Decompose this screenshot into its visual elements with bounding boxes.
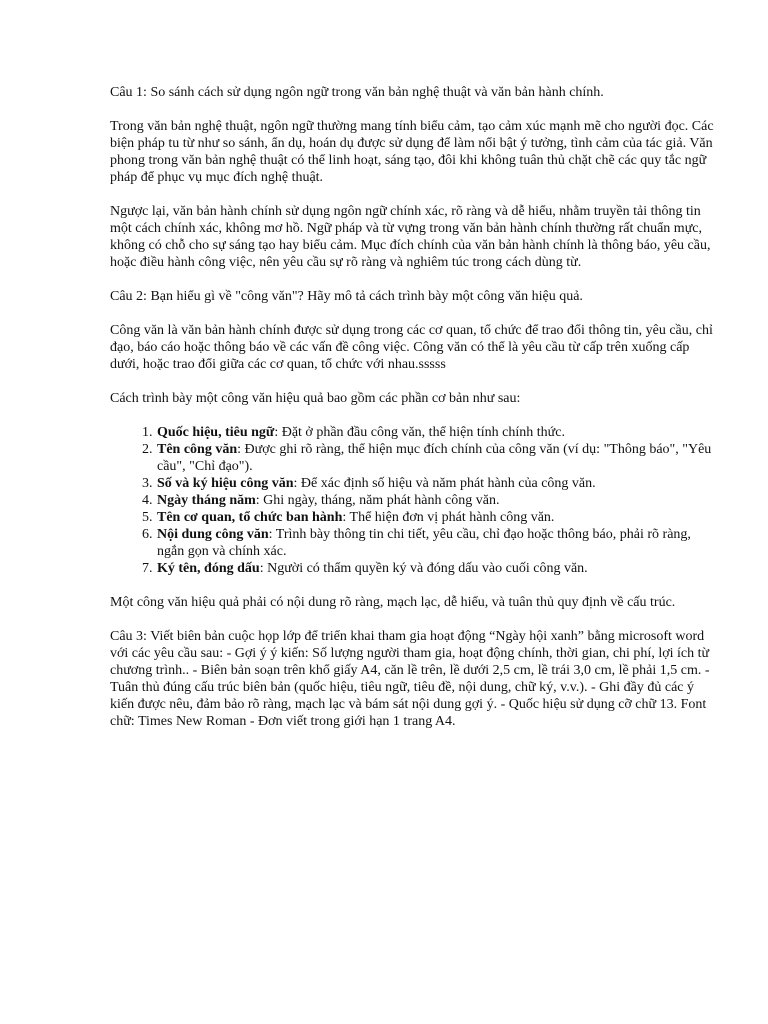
list-item-term: Ký tên, đóng dấu [157, 561, 260, 576]
list-item [156, 441, 715, 475]
question-1-paragraph-art: Trong văn bản nghệ thuật, ngôn ngữ thường mang tính biểu cảm, tạo cảm xúc mạnh mẽ cho người đọc. Các biện pháp tu từ như so sánh, ẩn dụ, hoán dụ được sử dụng để làm nổi bật ý tưởng, tình cảm của tác giả. Văn phong trong văn bản nghệ thuật có thể linh hoạt, sáng tạo, đôi khi không tuân thủ chặt chẽ các quy tắc ngữ pháp để phục vụ mục đích nghệ thuật. [110, 119, 714, 185]
question-3-paragraph: Câu 3: Viết biên bản cuộc họp lớp để triển khai tham gia hoạt động “Ngày hội xanh” bằng microsoft word với các yêu cầu sau: - Gợi ý ý kiến: Số lượng người tham gia, hoạt động chính, thời gian, chi phí, lợi ích từ chương trình.. - Biên bản soạn trên khổ giấy A4, căn lề trên, lề dưới 2,5 cm, lề trái 3,0 cm, lề phải 1,5 cm. - Tuân thủ đúng cấu trúc biên bản (quốc hiệu, tiêu ngữ, tiêu đề, nội dung, chữ ký, v.v.). - Ghi đầy đủ các ý kiến được nêu, đảm bảo rõ ràng, mạch lạc và bám sát nội dung gợi ý. - Quốc hiệu sử dụng cỡ chữ 13. Font chữ: Times New Roman - Đơn viết trong giới hạn 1 trang A4. [110, 629, 710, 729]
list-item [156, 424, 715, 441]
question-2-definition: Công văn là văn bản hành chính được sử dụng trong các cơ quan, tổ chức để trao đổi thông tin, yêu cầu, chỉ đạo, báo cáo hoặc thông báo về các vấn đề công việc. Công văn có thể là yêu cầu từ cấp trên xuống cấp dưới, hoặc trao đổi giữa các cơ quan, tổ chức với nhau.sssss [110, 323, 713, 372]
cong-van-parts-list [110, 424, 715, 577]
list-item [156, 526, 715, 560]
list-item-term: Ngày tháng năm [157, 493, 256, 508]
list-item [156, 475, 715, 492]
list-item-term: Nội dung công văn [157, 527, 269, 542]
list-item-description: : Được ghi rõ ràng, thể hiện mục đích chính của công văn (ví dụ: "Thông báo", "Yêu cầu", "Chỉ đạo"). [157, 442, 712, 474]
list-item-description: : Để xác định số hiệu và năm phát hành của công văn. [293, 476, 596, 491]
list-item [156, 560, 715, 577]
list-item-term: Quốc hiệu, tiêu ngữ [157, 425, 275, 440]
list-item-term: Tên cơ quan, tổ chức ban hành [157, 510, 343, 525]
question-1-heading: Câu 1: So sánh cách sử dụng ngôn ngữ trong văn bản nghệ thuật và văn bản hành chính. [110, 85, 604, 100]
document-page [110, 84, 715, 747]
list-item [156, 509, 715, 526]
list-item-description: : Người có thẩm quyền ký và đóng dấu vào cuối công văn. [259, 561, 588, 576]
question-2-conclusion: Một công văn hiệu quả phải có nội dung rõ ràng, mạch lạc, dễ hiểu, và tuân thủ quy định về cấu trúc. [110, 595, 676, 610]
list-item-description: : Đặt ở phần đầu công văn, thể hiện tính chính thức. [274, 425, 565, 440]
question-1-paragraph-admin: Ngược lại, văn bản hành chính sử dụng ngôn ngữ chính xác, rõ ràng và dễ hiểu, nhằm truyền tải thông tin một cách chính xác, không mơ hồ. Ngữ pháp và từ vựng trong văn bản hành chính thường rất chuẩn mực, không có chỗ cho sự sáng tạo hay biểu cảm. Mục đích chính của văn bản hành chính là thông báo, yêu cầu, hoặc điều hành công việc, nên yêu cầu sự rõ ràng và nghiêm túc trong cách dùng từ. [110, 204, 711, 270]
list-item [156, 492, 715, 509]
question-2-heading: Câu 2: Bạn hiểu gì về "công văn"? Hãy mô tả cách trình bày một công văn hiệu quả. [110, 289, 583, 304]
question-2-list-intro: Cách trình bày một công văn hiệu quả bao gồm các phần cơ bản như sau: [110, 391, 521, 406]
list-item-term: Tên công văn [157, 442, 238, 457]
list-item-description: : Trình bày thông tin chi tiết, yêu cầu, chỉ đạo hoặc thông báo, phải rõ ràng, ngắn gọn và chính xác. [157, 527, 691, 559]
list-item-description: : Thể hiện đơn vị phát hành công văn. [342, 510, 555, 525]
list-item-term: Số và ký hiệu công văn [157, 476, 294, 491]
list-item-description: : Ghi ngày, tháng, năm phát hành công văn. [255, 493, 500, 508]
